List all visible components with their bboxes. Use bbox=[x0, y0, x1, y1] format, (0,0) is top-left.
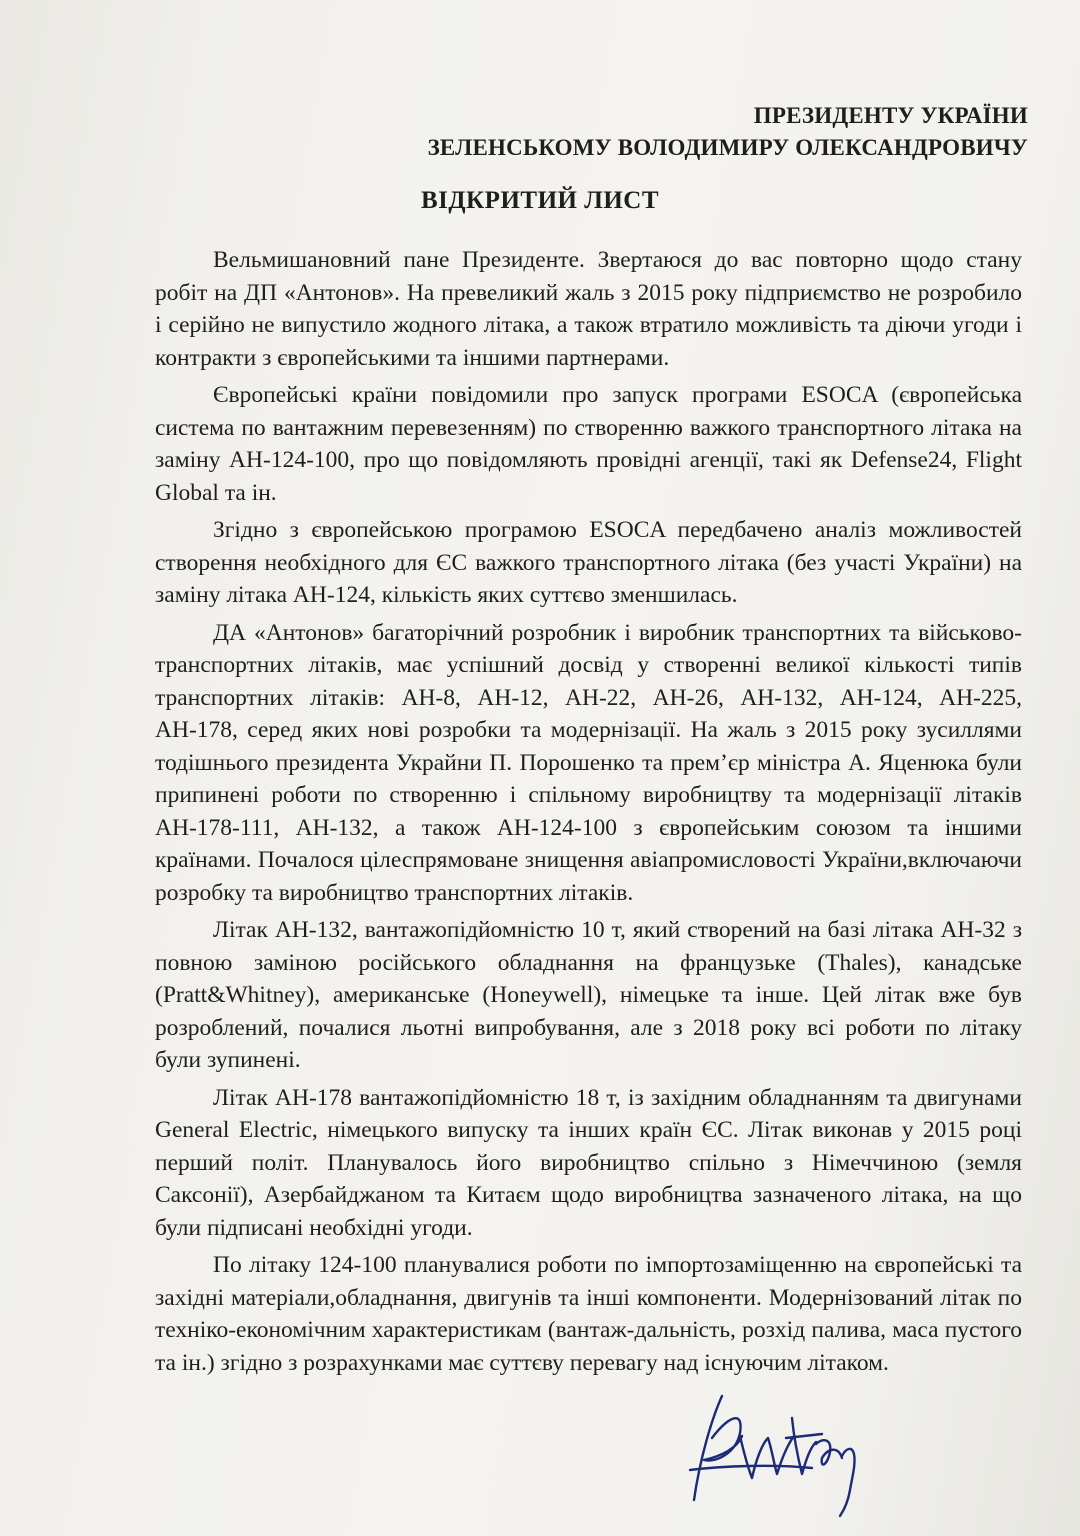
addressee-line-2: ЗЕЛЕНСЬКОМУ ВОЛОДИМИРУ ОЛЕКСАНДРОВИЧУ bbox=[427, 135, 1028, 160]
handwritten-signature-icon bbox=[682, 1378, 882, 1518]
signature-strokes bbox=[690, 1396, 855, 1516]
addressee-line-1: ПРЕЗИДЕНТУ УКРАЇНИ bbox=[753, 103, 1028, 128]
addressee-block bbox=[428, 100, 1028, 164]
paragraph-4: ДА «Антонов» багаторічний розробник і виробник транспортних та військово-транспортних літаків, має успішний досвід у створенні великої кількості типів транспортних літаків: АН-8, АН-12, АН-22, АН-26, АН-132, АН-124, АН-225, АН-178, серед яких нові розробки та модернізації. На жаль з 2015 року зусиллями тодішнього президента Украйни П. Порошенко та прем’єр міністра А. Яценюка були припинені роботи по створенню і спільному виробництву та модернізації літаків АН-178-111, АН-132, а також АН-124-100 з європейським союзом та іншими країнами. Почалося цілеспрямоване знищення авіапромисловості України,включаючи розробку та виробництво транспортних літаків. bbox=[155, 619, 1022, 906]
paragraph-5: Літак АН-132, вантажопідйомністю 10 т, який створений на базі літака АН-32 з повною заміною російського обладнання на французьке (Thales), канадське (Pratt&Whitney), американське (Honeywell), німецьке та інше. Цей літак вже був розроблений, почалися льотні випробування, але з 2018 року всі роботи по літаку були зупинені. bbox=[155, 917, 1022, 1073]
paragraph-7: По літаку 124-100 планувалися роботи по імпортозаміщенню на європейські та західні матеріали,обладнання, двигунів та інші компоненти. Модернізований літак по техніко-економічним характеристикам (вантаж-дальність, розхід палива, маса пустого та ін.) згідно з розрахунками має суттєву перевагу над існуючим літаком. bbox=[155, 1252, 1022, 1376]
letter-body bbox=[155, 244, 1022, 1384]
document-title: ВІДКРИТИЙ ЛИСТ bbox=[420, 187, 660, 214]
paragraph-6: Літак АН-178 вантажопідйомністю 18 т, із західним обладнанням та двигунами General Electric, німецького випуску та інших країн ЄС. Літак виконав у 2015 році перший політ. Планувалось його виробництво спільно з Німеччиною (земля Саксонії), Азербайджаном та Китаєм щодо виробництва зазначеного літака, на що були підписані необхідні угоди. bbox=[155, 1084, 1022, 1241]
paragraph-3: Згідно з європейською програмою ESOCA передбачено аналіз можливостей створення необхідного для ЄС важкого транспортного літака (без участі України) на заміну літака АН-124, кількість яких суттєво зменшилась. bbox=[155, 517, 1022, 608]
paragraph-2: Європейські країни повідомили про запуск програми ESOCA (європейська система по вантажним перевезенням) по створенню важкого транспортного літака на заміну АН-124-100, про що повідомляють провідні агенції, такі як Defense24, Flight Global та ін. bbox=[155, 382, 1022, 506]
paragraph-1: Вельмишановний пане Президенте. Звертаюся до вас повторно щодо стану робіт на ДП «Антонов». На превеликий жаль з 2015 року підприємство не розробило і серійно не випустило жодного літака, а також втратило можливість та діючи угоди і контракти з європейськими та іншими партнерами. bbox=[155, 247, 1022, 371]
